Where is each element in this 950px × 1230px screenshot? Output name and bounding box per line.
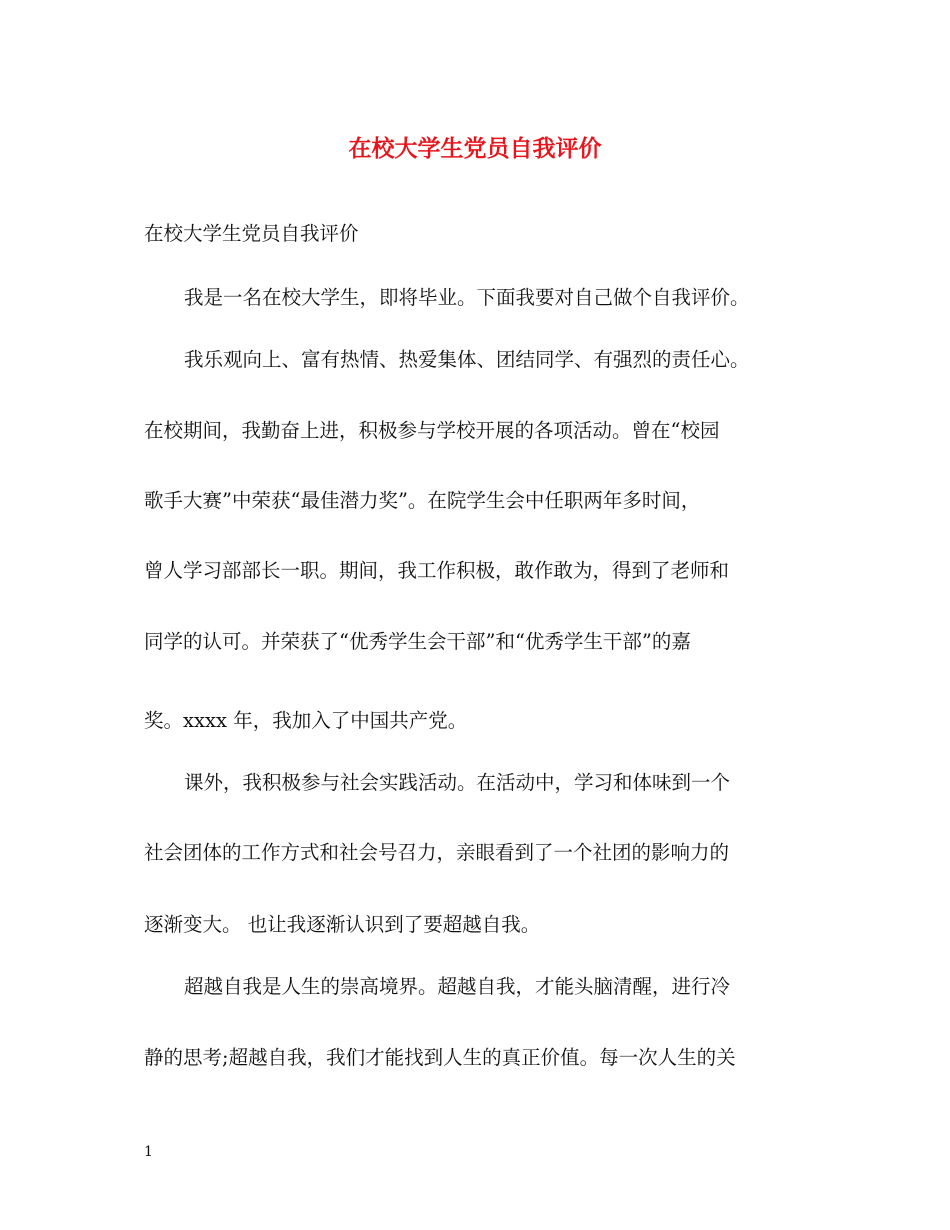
- paragraph-line: 课外，我积极参与社会实践活动。在活动中，学习和体味到一个: [184, 771, 731, 794]
- paragraph-line: 曾人学习部部长一职。期间，我工作积极，敢作敢为，得到了老师和: [144, 559, 730, 582]
- paragraph-line: 我是一名在校大学生，即将毕业。下面我要对自己做个自我评价。: [184, 286, 750, 309]
- document-title: 在校大学生党员自我评价: [348, 135, 602, 162]
- paragraph-line: 超越自我是人生的崇高境界。超越自我，才能头脑清醒，进行冷: [184, 975, 731, 998]
- paragraph-line: 逐渐变大。 也让我逐渐认识到了要超越自我。: [144, 913, 541, 936]
- page-number: 1: [144, 1144, 153, 1160]
- paragraph-line: 静的思考;超越自我，我们才能找到人生的真正价值。每一次人生的关: [144, 1046, 736, 1069]
- paragraph-line: 我乐观向上、富有热情、热爱集体、团结同学、有强烈的责任心。: [184, 348, 750, 371]
- paragraph-line: 歌手大赛”中荣获“最佳潜力奖”。在院学生会中任职两年多时间，: [144, 489, 701, 512]
- paragraph-line: 在校期间，我勤奋上进，积极参与学校开展的各项活动。曾在“校园: [144, 419, 720, 442]
- document-subtitle: 在校大学生党员自我评价: [144, 222, 359, 245]
- paragraph-line: 社会团体的工作方式和社会号召力，亲眼看到了一个社团的影响力的: [144, 841, 730, 864]
- paragraph-line: 奖。xxxx 年，我加入了中国共产党。: [144, 709, 468, 732]
- paragraph-line: 同学的认可。并荣获了“优秀学生会干部”和“优秀学生干部”的嘉: [144, 630, 691, 653]
